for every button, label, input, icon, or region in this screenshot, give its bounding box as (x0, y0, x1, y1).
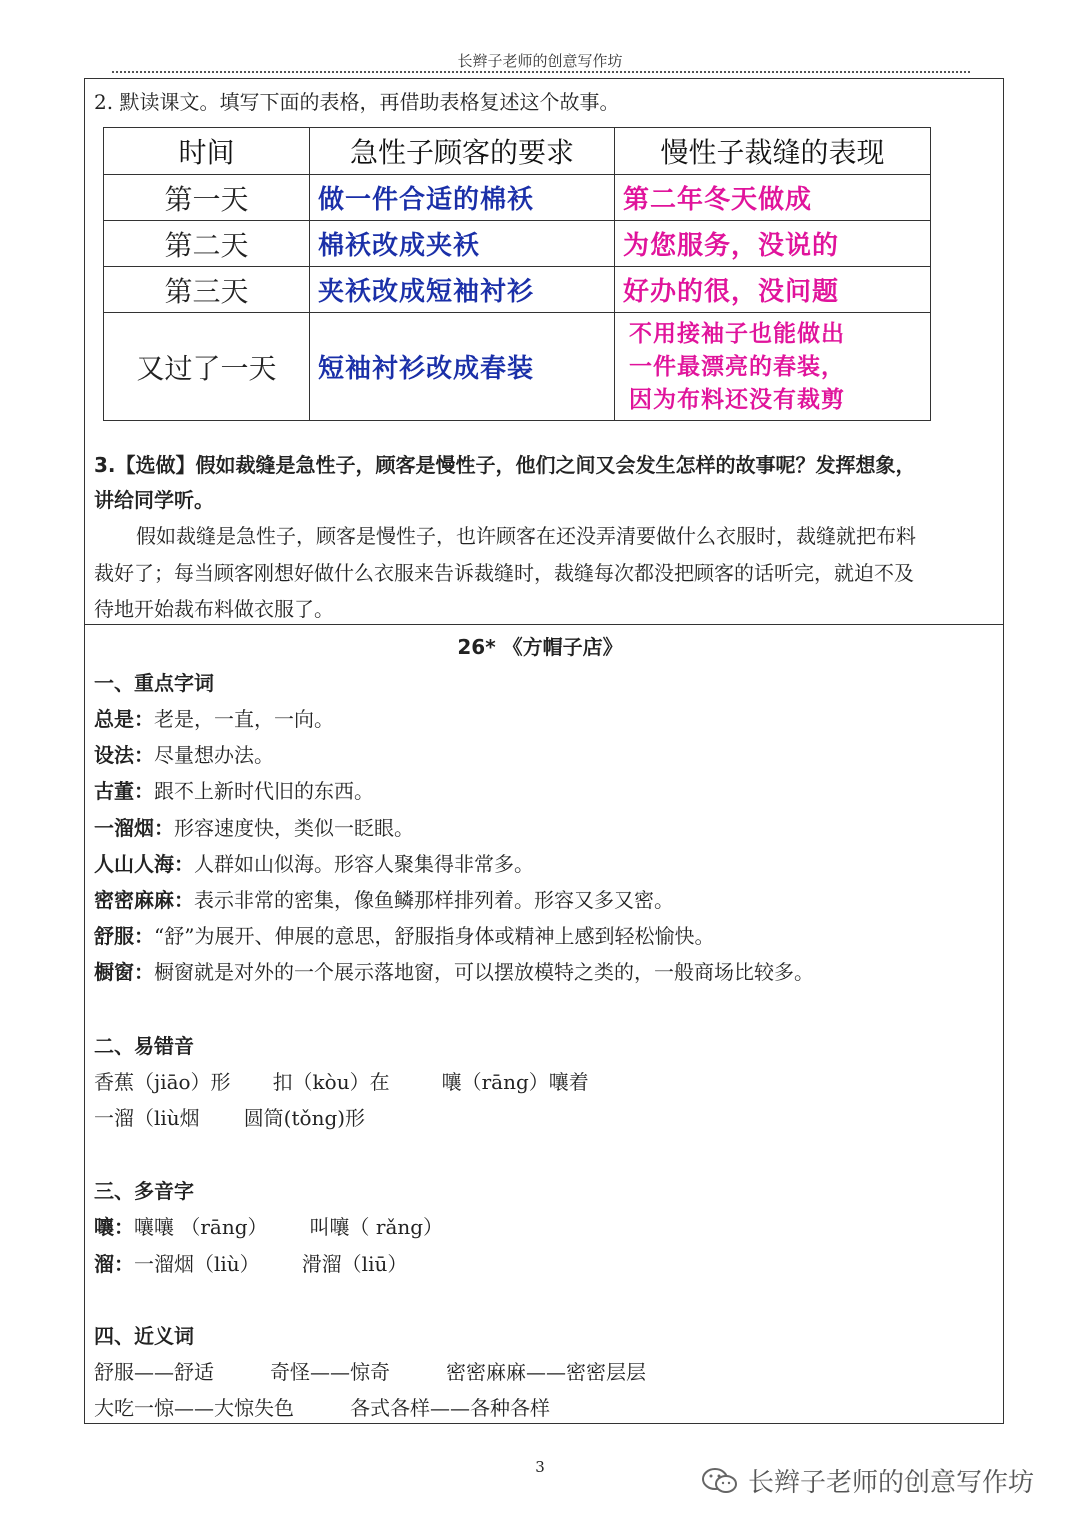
row-response (615, 313, 931, 421)
vocab-def: 跟不上新时代旧的东西。 (154, 779, 374, 803)
vocab-item (94, 813, 414, 843)
pron-item: 圆筒(tǒng)形 (243, 1106, 366, 1130)
row-request: 棉袄改成夹袄 (310, 221, 615, 267)
vocab-item (94, 921, 714, 951)
q3-prompt (94, 450, 916, 480)
row-day: 第二天 (104, 221, 310, 267)
synonym-pair: 奇怪——惊奇 (270, 1360, 390, 1384)
vocab-item (94, 776, 374, 806)
response-line: 因为布料还没有裁剪 (629, 386, 845, 413)
polyphone-item (94, 1249, 407, 1279)
response-line: 不用接袖子也能做出 (629, 320, 845, 347)
pron-line (94, 1103, 365, 1133)
table-row (104, 221, 931, 267)
polyphone-reading: 叫嚷（ rǎng） (309, 1215, 444, 1239)
table-header-row (104, 128, 931, 175)
polyphone-reading: 嚷嚷 （rāng） (134, 1215, 268, 1239)
q3-answer-line: 假如裁缝是急性子，顾客是慢性子，也许顾客在还没弄清要做什么衣服时，裁缝就把布料 (136, 524, 916, 548)
col-time: 时间 (104, 128, 310, 175)
synonym-line (94, 1357, 646, 1387)
watermark (700, 1462, 1034, 1499)
q3-answer-line: 待地开始裁布料做衣服了。 (94, 597, 334, 621)
table-row (104, 313, 931, 421)
lesson-title: 26* 《方帽子店》 (457, 635, 623, 659)
synonym-pair: 大吃一惊——大惊失色 (94, 1396, 294, 1420)
col-response: 慢性子裁缝的表现 (615, 128, 931, 175)
polyphone-item (94, 1212, 443, 1242)
frame-divider (84, 624, 1004, 625)
vocab-item (94, 704, 334, 734)
story-table (103, 127, 931, 421)
row-response: 好办的很，没问题 (615, 267, 931, 313)
polyphone-term: 溜： (94, 1252, 134, 1276)
section-heading: 四、近义词 (94, 1324, 194, 1348)
synonym-pair: 密密麻麻——密密层层 (446, 1360, 646, 1384)
vocab-def: 人群如山似海。形容人聚集得非常多。 (194, 852, 534, 876)
synonym-pair: 各式各样——各种各样 (350, 1396, 550, 1420)
row-response: 为您服务，没说的 (615, 221, 931, 267)
pron-item: 一溜（liù烟 (94, 1106, 200, 1130)
row-request: 夹袄改成短袖衬衫 (310, 267, 615, 313)
q3-prompt-text: 假如裁缝是急性子，顾客是慢性子，他们之间又会发生怎样的故事呢？发挥想象， (195, 453, 916, 477)
vocab-def: 老是，一直，一向。 (154, 707, 334, 731)
row-day: 第三天 (104, 267, 310, 313)
section-heading: 一、重点字词 (94, 671, 214, 695)
vocab-item (94, 740, 274, 770)
polyphone-reading: 滑溜（liū） (301, 1252, 408, 1276)
wechat-icon (700, 1466, 740, 1496)
row-request: 做一件合适的棉袄 (310, 175, 615, 221)
vocab-term: 密密麻麻： (94, 888, 194, 912)
pron-item: 香蕉（jiāo）形 (94, 1070, 231, 1094)
q2-prompt: 2. 默读课文。填写下面的表格，再借助表格复述这个故事。 (94, 90, 620, 114)
section-heading: 三、多音字 (94, 1179, 194, 1203)
response-line: 一件最漂亮的春装， (629, 353, 845, 380)
table-row (104, 175, 931, 221)
polyphone-term: 嚷： (94, 1215, 134, 1239)
vocab-term: 橱窗： (94, 960, 154, 984)
vocab-def: “舒”为展开、伸展的意思，舒服指身体或精神上感到轻松愉快。 (154, 924, 715, 948)
watermark-text: 长辫子老师的创意写作坊 (748, 1468, 1035, 1498)
row-request: 短袖衬衫改成春装 (310, 313, 615, 421)
vocab-def: 尽量想办法。 (154, 743, 274, 767)
q3-label: 3.【选做】 (94, 453, 196, 477)
row-day: 又过了一天 (104, 313, 310, 421)
col-request: 急性子顾客的要求 (310, 128, 615, 175)
vocab-term: 设法： (94, 743, 154, 767)
vocab-def: 橱窗就是对外的一个展示落地窗，可以摆放模特之类的，一般商场比较多。 (154, 960, 814, 984)
synonym-line (94, 1393, 550, 1423)
table-row (104, 267, 931, 313)
polyphone-reading: 一溜烟（liù） (134, 1252, 260, 1276)
q3-answer-line: 裁好了；每当顾客刚想好做什么衣服来告诉裁缝时，裁缝每次都没把顾客的话听完，就迫不及 (94, 561, 914, 585)
pron-item: 扣（kòu）在 (272, 1070, 390, 1094)
vocab-item (94, 849, 534, 879)
row-response: 第二年冬天做成 (615, 175, 931, 221)
vocab-def: 表示非常的密集，像鱼鳞那样排列着。形容又多又密。 (194, 888, 674, 912)
pron-item: 嚷（rāng）嚷着 (441, 1070, 589, 1094)
vocab-item (94, 885, 674, 915)
header-rule (112, 71, 970, 73)
section-heading: 二、易错音 (94, 1034, 194, 1058)
page-number: 3 (535, 1458, 545, 1476)
vocab-item (94, 957, 814, 987)
synonym-pair: 舒服——舒适 (94, 1360, 214, 1384)
row-day: 第一天 (104, 175, 310, 221)
q3-prompt-line2: 讲给同学听。 (94, 488, 214, 512)
header-title: 长辫子老师的创意写作坊 (457, 52, 623, 70)
vocab-term: 一溜烟： (94, 816, 174, 840)
pron-line (94, 1067, 589, 1097)
vocab-term: 舒服： (94, 924, 154, 948)
vocab-term: 人山人海： (94, 852, 194, 876)
vocab-def: 形容速度快，类似一眨眼。 (174, 816, 414, 840)
vocab-term: 总是： (94, 707, 154, 731)
vocab-term: 古董： (94, 779, 154, 803)
